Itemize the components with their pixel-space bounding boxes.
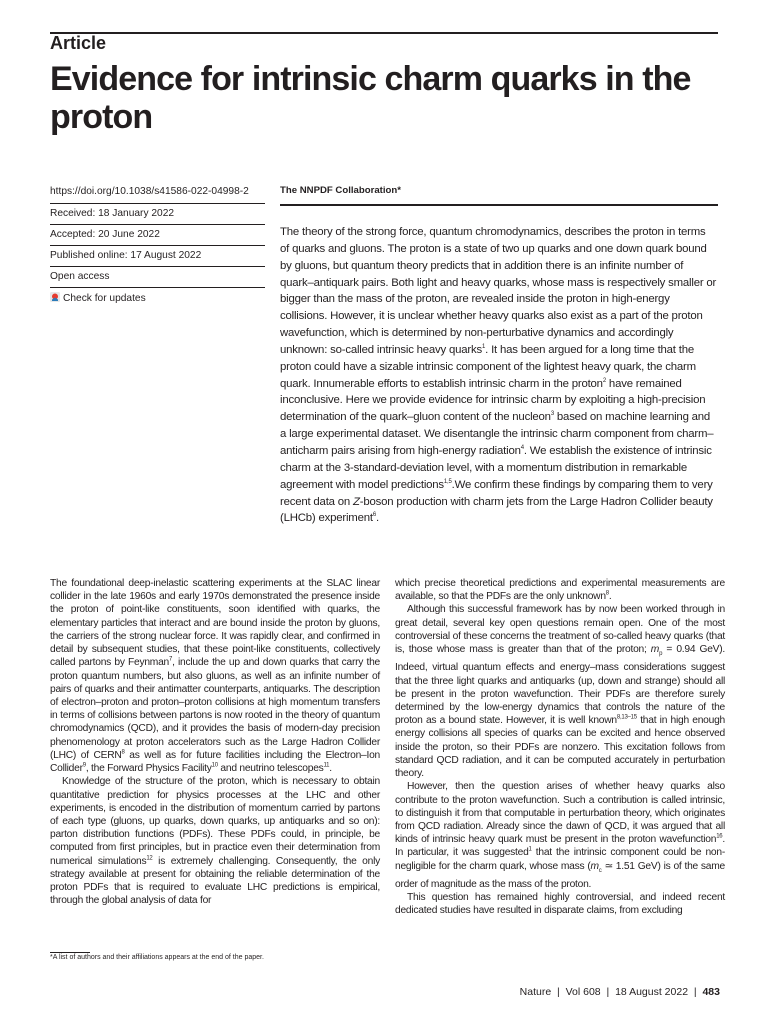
footer-separator: | bbox=[693, 986, 697, 998]
citation-ref[interactable]: 8 bbox=[605, 590, 609, 597]
citation-ref[interactable]: 7 bbox=[169, 656, 173, 663]
accepted-date: Accepted: 20 June 2022 bbox=[50, 224, 265, 244]
body-paragraph: Although this successful framework has by now been worked through in great detail, several key open questions remain open. One of the most controversial of these concerns the treatment of so-called heavy quarks (that is, those whose mass is greater than that of the proton; $m_p = 0.94$ GeV). Indeed, virtual quantum effects and energy–mass considerations suggest that the three light quarks and antiquarks (up, down and strange) should all be present in the proton wavefunction. Their PDFs are therefore surely determined by the low-energy dynamics that controls the nature of the proton as a bound state. However, it is well known$^{8,13-15}$ that in high enough energy collisions all species of quarks can be excited and hence observed inside the proton, so their PDFs are nonzero. This excitation follows from standard QCD radiation, and it can be computed accurately in perturbation theory. bbox=[395, 604, 725, 780]
check-updates-label: Check for updates bbox=[63, 293, 146, 304]
footer-separator: | bbox=[606, 986, 610, 998]
check-for-updates-button[interactable] bbox=[50, 287, 265, 307]
citation-ref[interactable]: 1 bbox=[482, 344, 486, 351]
issue-date: 18 August 2022 bbox=[615, 986, 689, 998]
doi-link[interactable]: https://doi.org/10.1038/s41586-022-04998-2 bbox=[50, 186, 249, 197]
footer-separator: | bbox=[557, 986, 560, 998]
body-column-left bbox=[50, 577, 380, 907]
article-title: Evidence for intrinsic charm quarks in the proton bbox=[50, 60, 691, 136]
authors-rule bbox=[280, 204, 718, 206]
authors[interactable]: The NNPDF Collaboration* bbox=[280, 185, 401, 196]
citation-ref[interactable]: 2 bbox=[602, 377, 606, 384]
abstract: The theory of the strong force, quantum chromodynamics, describes the proton in terms of quarks and gluons. The proton is a state of two up quarks and one down quark bound by gluons, but quantum theory predicts that in addition there is an infinite number of quark–antiquark pairs. Both light and heavy quarks, whose mass is respectively smaller or bigger than the mass of the proton, are revealed inside the proton in high-energy collisions. However, it is unclear whether heavy quarks also exist as a part of the proton wavefunction, which is determined by non-perturbative dynamics and accordingly unknown: so-called intrinsic heavy quarks$^1$. It has been argued for a long time that the proton could have a sizable intrinsic component of the lightest heavy quark, the charm quark. Innumerable efforts to establish intrinsic charm in the proton$^2$ have remained inconclusive. Here we provide evidence for intrinsic charm by exploiting a high-precision determination of the quark–gluon content of the nucleon$^3$ based on machine learning and a large experimental dataset. We disentangle the intrinsic charm component from charm–anticharm pairs arising from high-energy radiation$^4$. We establish the existence of intrinsic charm at the 3-standard-deviation level, with a momentum distribution in remarkable agreement with model predictions$^{1,5}$.We confirm these findings by comparing them to very recent data on Z-boson production with charm jets from the Large Hadron Collider beauty (LHCb) experiment$^6$. bbox=[280, 226, 717, 525]
top-rule bbox=[50, 32, 718, 34]
citation-ref[interactable]: 1 bbox=[528, 847, 532, 854]
body-paragraph: However, then the question arises of whether heavy quarks also contribute to the proton wavefunction. Such a contribution is called intrinsic, to distinguish it from that computable in perturbation theory, which originates from QCD radiation. Already since the dawn of QCD, it was argued that all kinds of intrinsic heavy quark must be present in the proton wavefunction$^{16}$. In particular, it was suggested$^1$ that the intrinsic component could be non-negligible for the charm quark, whose mass ($m_c$ ≃ 1.51 GeV) is of the same order of magnitude as the mass of the proton. bbox=[395, 781, 725, 890]
citation-ref[interactable]: 16 bbox=[716, 833, 723, 840]
page-number: 483 bbox=[702, 986, 720, 998]
citation-ref[interactable]: 8 bbox=[121, 749, 125, 756]
volume: Vol 608 bbox=[565, 986, 601, 998]
body-paragraph: This question has remained highly controversial, and indeed recent dedicated studies have resulted in disparate claims, from excluding bbox=[395, 892, 725, 917]
check-updates-icon bbox=[50, 292, 60, 302]
body-paragraph: which precise theoretical predictions and experimental measurements are available, so that the PDFs are the only unknown$^8$. bbox=[395, 578, 725, 603]
body-column-right bbox=[395, 577, 725, 918]
received-date: Received: 18 January 2022 bbox=[50, 203, 265, 223]
citation-ref[interactable]: 3 bbox=[550, 411, 554, 418]
citation-ref[interactable]: 11 bbox=[323, 762, 330, 769]
footnote-rule bbox=[50, 952, 90, 953]
article-type: Article bbox=[50, 33, 107, 53]
published-date: Published online: 17 August 2022 bbox=[50, 245, 265, 265]
citation-ref[interactable]: 12 bbox=[146, 855, 153, 862]
journal-name: Nature bbox=[519, 986, 552, 998]
citation-ref[interactable]: 9 bbox=[82, 762, 86, 769]
citation-ref[interactable]: 8,13–15 bbox=[616, 714, 637, 721]
footnote: *A list of authors and their affiliations appears at the end of the paper. bbox=[50, 954, 264, 961]
page-footer bbox=[520, 986, 720, 998]
open-access: Open access bbox=[50, 266, 265, 286]
body-paragraph: Knowledge of the structure of the proton, which is necessary to obtain quantitative prediction for physics processes at the LHC and other experiments, is encoded in the distribution of momentum carried by partons of each type (gluons, up quarks, down quarks, up antiquarks and so on): parton distribution functions (PDFs). These PDFs could, in principle, be computed from first principles, but in practice even their determination from numerical simulations$^{12}$ is extremely challenging. Consequently, the only strategy available at present for obtaining the reliable determination of the proton PDFs that is required to evaluate LHC predictions is empirical, through the global analysis of data for bbox=[50, 776, 380, 907]
citation-ref[interactable]: 4 bbox=[520, 445, 524, 452]
citation-ref[interactable]: 10 bbox=[211, 762, 218, 769]
body-paragraph: The foundational deep-inelastic scattering experiments at the SLAC linear collider in the late 1960s and early 1970s demonstrated the presence inside the proton of point-like constituents, soon identified with quarks, the elementary particles that interact and are bound inside the proton by gluons, the carriers of the strong nuclear force. It was rapidly clear, and confirmed in detail by subsequent studies, that these point-like constituents, collectively called partons by Feynman$^7$, include the up and down quarks that carry the proton quantum numbers, but also gluons, as well as an infinite number of pairs of quarks and their antimatter counterparts, antiquarks. The description of electron–proton and proton–proton collisions at high momentum transfers in terms of collisions between partons is now rooted in the theory of quantum chromodynamics (QCD), and it provides the basis of modern-day precision phenomenology at proton accelerators such as the Large Hadron Collider (LHC) of CERN$^8$ as well as for future facilities including the Electron–Ion Collider$^9$, the Forward Physics Facility$^{10}$ and neutrino telescopes$^{11}$. bbox=[50, 578, 380, 775]
citation-ref[interactable]: 6 bbox=[372, 512, 376, 519]
citation-ref[interactable]: 1,5 bbox=[443, 478, 452, 485]
